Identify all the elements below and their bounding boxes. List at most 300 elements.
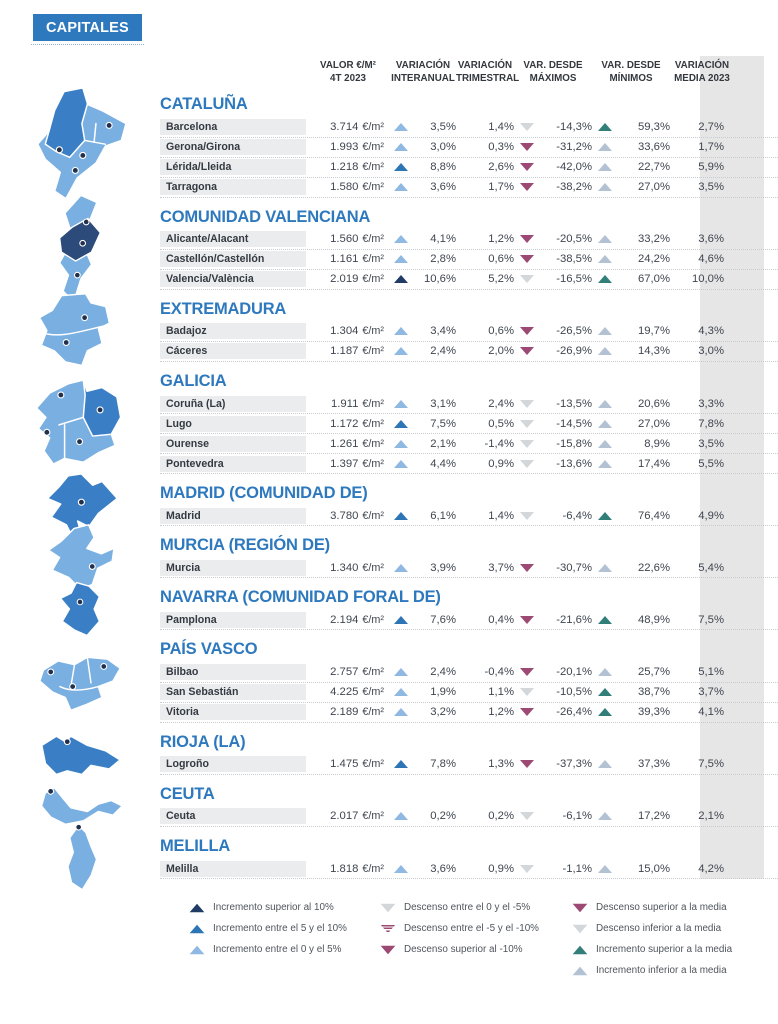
region-map-cell [0, 95, 160, 197]
city-label: Murcia [160, 560, 306, 576]
col-header-line: 4T 2023 [330, 72, 366, 84]
interanual-icon-cell [390, 460, 412, 468]
col-header-line: VAR. DESDE [523, 60, 583, 71]
minimos-icon-cell [592, 668, 618, 676]
col-header-line: VAR. DESDE [601, 60, 661, 71]
valor-unit: €/m² [362, 345, 384, 358]
up-above-avg-icon [598, 708, 612, 716]
legend-label: Incremento superior al 10% [213, 902, 334, 914]
minimos-icon-cell [592, 235, 618, 243]
region-rows [160, 807, 778, 827]
minimos-icon-cell [592, 440, 618, 448]
interanual-value: 7,8% [430, 758, 456, 771]
interanual-icon-cell [390, 255, 412, 263]
table-row [160, 683, 778, 703]
down-below-avg-icon [573, 924, 588, 932]
valor-cell [306, 273, 390, 285]
interanual-value: 2,4% [430, 666, 456, 679]
table-row [160, 118, 778, 138]
region-map-cell [0, 837, 160, 879]
table-row [160, 158, 778, 178]
interanual-value: 3,9% [430, 561, 456, 574]
region-map-cell [0, 300, 160, 362]
region-map-cell [0, 588, 160, 630]
down-above-avg-icon [520, 143, 534, 151]
region-title: GALICIA [160, 371, 227, 390]
table-row [160, 138, 778, 158]
interanual-value: 3,1% [430, 397, 456, 410]
table-row [160, 270, 778, 290]
legend-item [381, 897, 539, 918]
table-row [160, 610, 778, 630]
minimos-value: 48,9% [637, 613, 670, 626]
up-0-5-icon [394, 327, 408, 335]
maximos-icon-cell [514, 255, 540, 263]
region-map-cell [0, 484, 160, 526]
map-column-spacer [0, 56, 160, 85]
interanual-value: 2,1% [430, 437, 456, 450]
media-value: 3,3% [698, 397, 724, 410]
up-above-avg-icon [598, 512, 612, 520]
city-label: Castellón/Castellón [160, 251, 306, 267]
maximos-value: -14,3% [556, 121, 592, 134]
trimestral-value: 5,2% [488, 273, 514, 286]
up-below-avg-icon [598, 163, 612, 171]
legend-item [573, 918, 732, 939]
media-value: 4,6% [698, 253, 724, 266]
maximos-icon-cell [514, 347, 540, 355]
maximos-icon-cell [514, 668, 540, 676]
valor-number: 2.194 [330, 613, 359, 626]
valor-number: 3.714 [330, 121, 359, 134]
valenciana-map [49, 193, 111, 305]
legend [190, 897, 778, 1001]
valor-unit: €/m² [362, 325, 384, 338]
valor-number: 2.757 [330, 666, 359, 679]
legend-label: Incremento inferior a la media [595, 965, 727, 977]
trimestral-value: 1,4% [488, 509, 514, 522]
valor-cell [306, 666, 390, 678]
table-row [160, 394, 778, 414]
valor-cell [306, 686, 390, 698]
up-0-5-icon [394, 123, 408, 131]
minimos-value: 14,3% [637, 345, 670, 358]
up-0-5-icon [394, 400, 408, 408]
col-header-line: VALOR €/M² [320, 60, 376, 71]
minimos-value: 17,2% [637, 810, 670, 823]
table-row [160, 859, 778, 879]
legend-column [573, 897, 732, 981]
table-row [160, 434, 778, 454]
down-below-avg-icon [520, 275, 534, 283]
region-title: MELILLA [160, 836, 231, 855]
maximos-icon-cell [514, 460, 540, 468]
trimestral-value: 0,6% [488, 253, 514, 266]
col-header-line: VARIACIÓN [395, 60, 451, 71]
up-below-avg-icon [598, 327, 612, 335]
valor-number: 1.580 [330, 181, 359, 194]
down-above-avg-icon [520, 183, 534, 191]
up-0-5-icon [394, 865, 408, 873]
region-title: MURCIA (REGIÓN DE) [160, 536, 330, 555]
media-value: 7,8% [698, 417, 724, 430]
up-0-5-icon [394, 460, 408, 468]
up-0-5-icon [190, 945, 205, 953]
down-above-avg-icon [520, 327, 534, 335]
column-headers [0, 56, 778, 85]
valor-unit: €/m² [362, 686, 384, 699]
valor-number: 1.187 [330, 345, 359, 358]
region-rows [160, 755, 778, 775]
valor-cell [306, 345, 390, 357]
legend-item [573, 897, 732, 918]
legend-label: Descenso inferior a la media [595, 923, 722, 935]
legend-item [573, 939, 732, 960]
interanual-icon-cell [390, 235, 412, 243]
up-below-avg-icon [598, 564, 612, 572]
up-below-avg-icon [573, 966, 588, 974]
table-row [160, 414, 778, 434]
minimos-icon-cell [592, 420, 618, 428]
down-above-avg-icon [520, 564, 534, 572]
down-above-avg-icon [520, 347, 534, 355]
valor-number: 2.019 [330, 273, 359, 286]
region-title: CEUTA [160, 784, 215, 803]
city-label: Lérida/Lleida [160, 159, 306, 175]
region-title: COMUNIDAD VALENCIANA [160, 207, 371, 226]
region-section [0, 733, 778, 775]
down-above-avg-icon [520, 255, 534, 263]
legend-item [381, 918, 539, 939]
valor-cell [306, 233, 390, 245]
interanual-icon-cell [390, 420, 412, 428]
down-10plus-icon [381, 945, 396, 953]
legend-label: Descenso entre el -5 y el -10% [403, 923, 539, 935]
interanual-value: 4,1% [430, 233, 456, 246]
table-row [160, 755, 778, 775]
interanual-value: 3,6% [430, 181, 456, 194]
media-value: 10,0% [691, 273, 724, 286]
city-label: Vitoria [160, 704, 306, 720]
trimestral-value: 1,7% [488, 181, 514, 194]
media-value: 4,3% [698, 325, 724, 338]
up-0-5-icon [394, 708, 408, 716]
media-value: 5,1% [698, 666, 724, 679]
media-value: 3,7% [698, 686, 724, 699]
maximos-icon-cell [514, 708, 540, 716]
down-below-avg-icon [520, 460, 534, 468]
maximos-icon-cell [514, 143, 540, 151]
valor-number: 1.261 [330, 437, 359, 450]
minimos-icon-cell [592, 760, 618, 768]
up-below-avg-icon [598, 347, 612, 355]
down-5-10-icon [381, 924, 396, 932]
maximos-icon-cell [514, 440, 540, 448]
valor-unit: €/m² [362, 121, 384, 134]
valor-number: 4.225 [330, 686, 359, 699]
interanual-value: 10,6% [423, 273, 456, 286]
media-value: 2,7% [698, 121, 724, 134]
valor-number: 1.161 [330, 253, 359, 266]
col-header-line: VARIACIÓN [457, 60, 513, 71]
interanual-icon-cell [390, 564, 412, 572]
valor-unit: €/m² [362, 758, 384, 771]
valor-unit: €/m² [362, 862, 384, 875]
minimos-icon-cell [592, 400, 618, 408]
trimestral-value: -0,4% [484, 666, 514, 679]
maximos-value: -13,6% [556, 457, 592, 470]
extremadura-map [34, 291, 126, 371]
valor-unit: €/m² [362, 457, 384, 470]
valor-number: 1.911 [330, 397, 359, 410]
maximos-icon-cell [514, 616, 540, 624]
maximos-value: -16,5% [556, 273, 592, 286]
interanual-icon-cell [390, 708, 412, 716]
valor-unit: €/m² [362, 273, 384, 286]
trimestral-value: 2,4% [488, 397, 514, 410]
region-section [0, 837, 778, 879]
minimos-icon-cell [592, 183, 618, 191]
trimestral-value: 2,0% [488, 345, 514, 358]
maximos-value: -26,9% [556, 345, 592, 358]
up-above-avg-icon [598, 275, 612, 283]
table-row [160, 250, 778, 270]
up-below-avg-icon [598, 865, 612, 873]
valor-number: 1.475 [330, 758, 359, 771]
col-header-interanual [390, 56, 456, 85]
valor-unit: €/m² [362, 810, 384, 823]
interanual-icon-cell [390, 512, 412, 520]
down-below-avg-icon [520, 123, 534, 131]
legend-item [190, 918, 347, 939]
minimos-icon-cell [592, 616, 618, 624]
valor-cell [306, 810, 390, 822]
city-label: Ourense [160, 436, 306, 452]
interanual-value: 6,1% [430, 509, 456, 522]
maximos-value: -6,1% [562, 810, 592, 823]
region-rows [160, 322, 778, 362]
down-below-avg-icon [520, 512, 534, 520]
up-0-5-icon [394, 564, 408, 572]
col-header-line: MEDIA 2023 [674, 72, 730, 84]
table-row [160, 663, 778, 683]
valor-unit: €/m² [362, 417, 384, 430]
trimestral-value: 0,2% [488, 810, 514, 823]
trimestral-value: -1,4% [484, 437, 514, 450]
media-value: 4,2% [698, 862, 724, 875]
interanual-value: 3,2% [430, 706, 456, 719]
up-below-avg-icon [598, 235, 612, 243]
up-5-10-icon [394, 512, 408, 520]
up-0-5-icon [394, 347, 408, 355]
table-row [160, 558, 778, 578]
minimos-value: 67,0% [637, 273, 670, 286]
legend-column [381, 897, 539, 960]
melilla-map [55, 820, 105, 896]
maximos-value: -42,0% [556, 161, 592, 174]
maximos-value: -21,6% [556, 613, 592, 626]
maximos-icon-cell [514, 812, 540, 820]
minimos-value: 15,0% [637, 862, 670, 875]
up-0-5-icon [394, 812, 408, 820]
down-below-avg-icon [520, 420, 534, 428]
minimos-value: 38,7% [637, 686, 670, 699]
media-value: 3,0% [698, 345, 724, 358]
valor-number: 1.560 [330, 233, 359, 246]
minimos-value: 19,7% [637, 325, 670, 338]
up-below-avg-icon [598, 143, 612, 151]
maximos-value: -26,4% [556, 706, 592, 719]
minimos-icon-cell [592, 460, 618, 468]
valor-number: 2.017 [330, 810, 359, 823]
valor-unit: €/m² [362, 437, 384, 450]
minimos-value: 20,6% [637, 397, 670, 410]
valor-number: 1.993 [330, 141, 359, 154]
rioja-map [34, 729, 126, 779]
interanual-value: 3,5% [430, 121, 456, 134]
trimestral-value: 0,9% [488, 862, 514, 875]
interanual-value: 7,6% [430, 613, 456, 626]
maximos-value: -20,5% [556, 233, 592, 246]
down-0-5-icon [381, 903, 396, 911]
maximos-value: -26,5% [556, 325, 592, 338]
minimos-value: 33,2% [637, 233, 670, 246]
interanual-value: 7,5% [430, 417, 456, 430]
region-section [0, 300, 778, 362]
region-rows [160, 610, 778, 630]
region-section [0, 208, 778, 290]
trimestral-value: 3,7% [488, 561, 514, 574]
maximos-value: -38,2% [556, 181, 592, 194]
media-value: 3,5% [698, 437, 724, 450]
region-title: NAVARRA (COMUNIDAD FORAL DE) [160, 588, 441, 607]
down-below-avg-icon [520, 688, 534, 696]
up-above-avg-icon [598, 616, 612, 624]
region-rows [160, 230, 778, 290]
interanual-icon-cell [390, 183, 412, 191]
minimos-value: 37,3% [637, 758, 670, 771]
maximos-icon-cell [514, 760, 540, 768]
minimos-icon-cell [592, 512, 618, 520]
city-label: Logroño [160, 756, 306, 772]
minimos-icon-cell [592, 564, 618, 572]
col-header-media [670, 56, 734, 85]
media-value: 7,5% [698, 758, 724, 771]
region-map-cell [0, 208, 160, 290]
region-rows [160, 118, 778, 198]
city-label: Melilla [160, 861, 306, 877]
valor-number: 1.304 [330, 325, 359, 338]
region-map-cell [0, 733, 160, 775]
legend-item [573, 960, 732, 981]
valor-unit: €/m² [362, 706, 384, 719]
valor-cell [306, 510, 390, 522]
valor-cell [306, 398, 390, 410]
minimos-icon-cell [592, 275, 618, 283]
interanual-icon-cell [390, 616, 412, 624]
trimestral-value: 1,3% [488, 758, 514, 771]
interanual-icon-cell [390, 400, 412, 408]
valor-cell [306, 706, 390, 718]
city-label: Bilbao [160, 664, 306, 680]
down-above-avg-icon [573, 903, 588, 911]
minimos-value: 39,3% [637, 706, 670, 719]
valor-unit: €/m² [362, 509, 384, 522]
interanual-value: 3,6% [430, 862, 456, 875]
down-above-avg-icon [520, 616, 534, 624]
up-below-avg-icon [598, 400, 612, 408]
media-value: 3,6% [698, 233, 724, 246]
city-label: Cáceres [160, 343, 306, 359]
city-label: Lugo [160, 416, 306, 432]
down-below-avg-icon [520, 865, 534, 873]
region-title: CATALUÑA [160, 95, 248, 114]
region-section [0, 536, 778, 578]
interanual-icon-cell [390, 275, 412, 283]
city-label: Coruña (La) [160, 396, 306, 412]
col-header-line: MÍNIMOS [609, 72, 653, 84]
region-title: MADRID (COMUNIDAD DE) [160, 484, 368, 503]
table-row [160, 230, 778, 250]
region-section [0, 484, 778, 526]
maximos-icon-cell [514, 564, 540, 572]
valor-number: 1.818 [330, 862, 359, 875]
up-above-avg-icon [598, 123, 612, 131]
maximos-value: -13,5% [556, 397, 592, 410]
valor-unit: €/m² [362, 253, 384, 266]
region-rows [160, 394, 778, 474]
up-0-5-icon [394, 255, 408, 263]
interanual-icon-cell [390, 760, 412, 768]
region-rows [160, 558, 778, 578]
minimos-icon-cell [592, 812, 618, 820]
trimestral-value: 0,6% [488, 325, 514, 338]
minimos-value: 25,7% [637, 666, 670, 679]
region-section [0, 95, 778, 197]
down-above-avg-icon [520, 668, 534, 676]
col-header-valor [306, 56, 390, 85]
interanual-icon-cell [390, 347, 412, 355]
minimos-value: 8,9% [644, 437, 670, 450]
trimestral-value: 0,5% [488, 417, 514, 430]
valor-cell [306, 253, 390, 265]
maximos-icon-cell [514, 275, 540, 283]
city-label: Gerona/Girona [160, 139, 306, 155]
valor-cell [306, 562, 390, 574]
up-5-10-icon [394, 163, 408, 171]
down-below-avg-icon [520, 812, 534, 820]
valor-unit: €/m² [362, 233, 384, 246]
region-rows [160, 506, 778, 526]
city-label: Alicante/Alacant [160, 231, 306, 247]
valor-number: 3.780 [330, 509, 359, 522]
minimos-value: 76,4% [637, 509, 670, 522]
valor-cell [306, 438, 390, 450]
valor-unit: €/m² [362, 181, 384, 194]
col-header-city [160, 69, 306, 73]
valor-cell [306, 758, 390, 770]
region-title: EXTREMADURA [160, 299, 287, 318]
region-map-cell [0, 640, 160, 722]
maximos-icon-cell [514, 865, 540, 873]
valor-unit: €/m² [362, 561, 384, 574]
paisvasco-map [33, 650, 127, 714]
trimestral-value: 0,9% [488, 457, 514, 470]
up-0-5-icon [394, 440, 408, 448]
maximos-value: -14,5% [556, 417, 592, 430]
valor-cell [306, 614, 390, 626]
table-row [160, 506, 778, 526]
